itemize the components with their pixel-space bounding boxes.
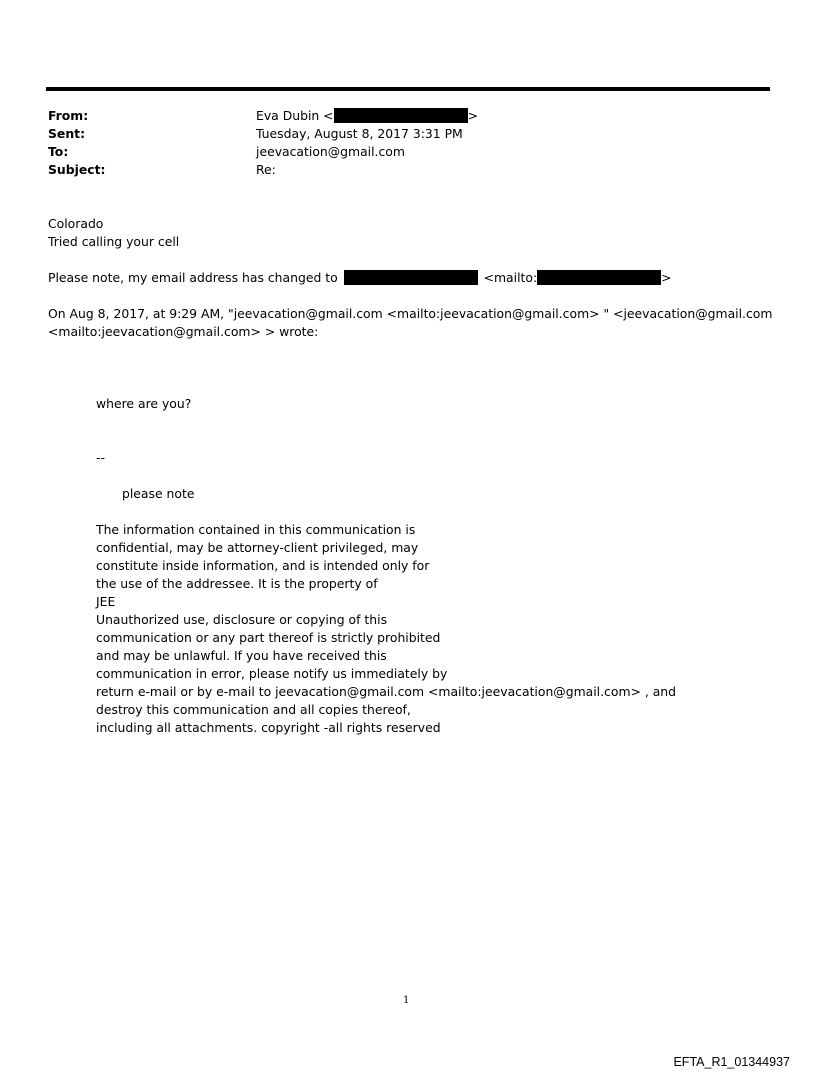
from-label: From: bbox=[48, 108, 89, 123]
disclaimer-line: return e-mail or by e-mail to jeevacation@gmail.com <mailto:jeevacation@gmail.com> , and bbox=[96, 684, 677, 699]
redaction-box bbox=[537, 270, 661, 285]
disclaimer-line: The information contained in this communication is bbox=[96, 522, 416, 537]
disclaimer-line: communication in error, please notify us immediately by bbox=[96, 666, 448, 681]
to-label: To: bbox=[48, 144, 69, 159]
page-number: 1 bbox=[403, 995, 410, 1006]
quote-intro-line-2: <mailto:jeevacation@gmail.com> > wrote: bbox=[48, 324, 319, 339]
redaction-box bbox=[334, 108, 468, 123]
quote-intro-line-1: On Aug 8, 2017, at 9:29 AM, "jeevacation@gmail.com <mailto:jeevacation@gmail.com> " <jeevacation@gmail.com bbox=[48, 306, 773, 321]
body-line-1: Colorado bbox=[48, 216, 104, 231]
disclaimer-line: destroy this communication and all copies thereof, bbox=[96, 702, 411, 717]
from-value bbox=[256, 107, 478, 125]
sent-value: Tuesday, August 8, 2017 3:31 PM bbox=[256, 126, 463, 141]
disclaimer-line: Unauthorized use, disclosure or copying of this bbox=[96, 612, 388, 627]
disclaimer-line: including all attachments. copyright -all rights reserved bbox=[96, 720, 441, 735]
header-rule bbox=[46, 87, 770, 91]
signature-dashes: -- bbox=[96, 450, 105, 465]
disclaimer-line: confidential, may be attorney-client privileged, may bbox=[96, 540, 419, 555]
redaction-box bbox=[344, 270, 478, 285]
disclaimer-line: and may be unlawful. If you have received this bbox=[96, 648, 387, 663]
address-change-notice bbox=[48, 269, 672, 287]
subject-label: Subject: bbox=[48, 162, 106, 177]
sent-label: Sent: bbox=[48, 126, 86, 141]
notice-prefix: Please note, my email address has changed to bbox=[48, 270, 338, 285]
disclaimer-line: the use of the addressee. It is the property of bbox=[96, 576, 378, 591]
notice-end: > bbox=[661, 270, 672, 285]
notice-mailto: <mailto: bbox=[483, 270, 538, 285]
quoted-question: where are you? bbox=[96, 396, 192, 411]
document-id: EFTA_R1_01344937 bbox=[673, 1055, 790, 1069]
body-line-2: Tried calling your cell bbox=[48, 234, 180, 249]
from-name: Eva Dubin < bbox=[256, 108, 334, 123]
please-note: please note bbox=[122, 486, 195, 501]
disclaimer-line: JEE bbox=[96, 594, 116, 609]
from-end: > bbox=[467, 108, 478, 123]
to-value: jeevacation@gmail.com bbox=[256, 144, 405, 159]
subject-value: Re: bbox=[256, 162, 276, 177]
disclaimer-line: constitute inside information, and is intended only for bbox=[96, 558, 430, 573]
disclaimer-line: communication or any part thereof is strictly prohibited bbox=[96, 630, 441, 645]
